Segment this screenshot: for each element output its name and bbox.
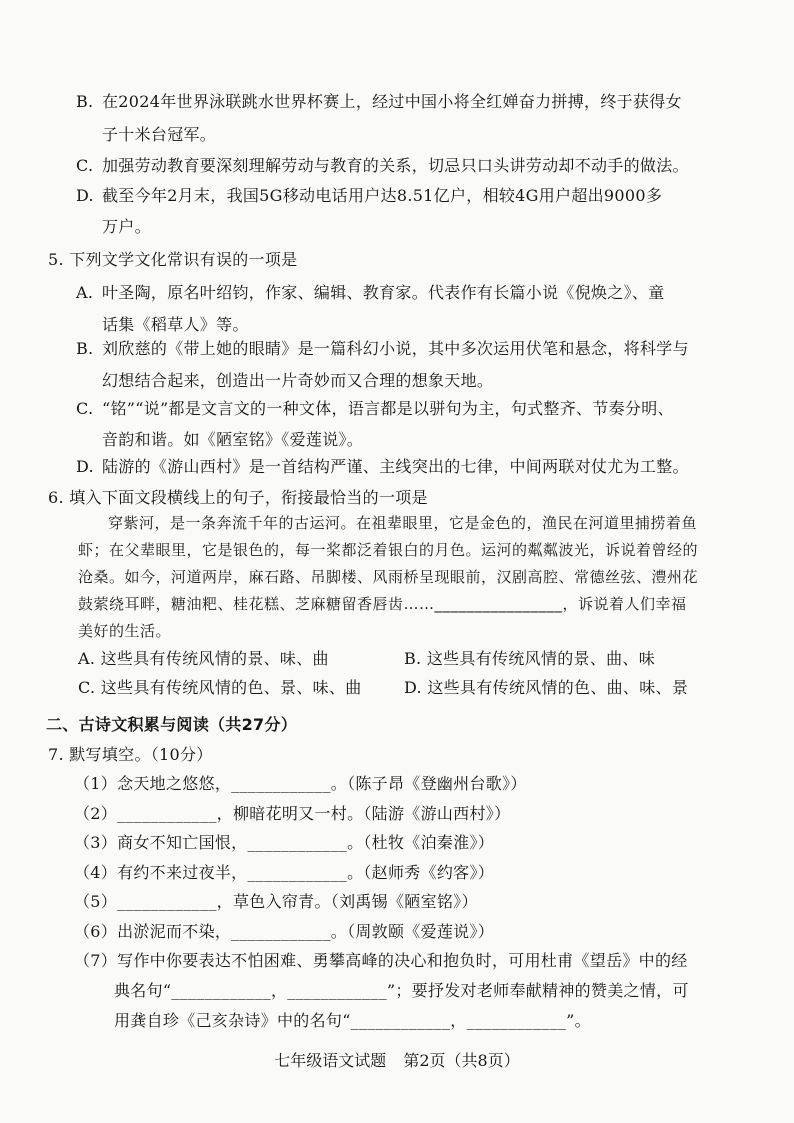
page-footer [0,1048,794,1071]
q7-item-7-cont2: 用龚自珍《己亥杂诗》中的名句“____________，____________”。 [114,1011,591,1030]
q5-option-a-text: 叶圣陶，原名叶绍钧，作家、编辑、教育家。代表作有长篇小说《倪焕之》、童 [102,283,665,302]
q6-passage-text: 穿紫河，是一条奔流千年的古运河。在祖辈眼里，它是金色的，渔民在河道里捕捞着鱼虾；在父辈眼里，它是银色的，每一桨都泛着银白的月色。运河的粼粼波光，诉说着曾经的沧桑。如今，河道两岸，麻石路、吊脚楼、风雨桥呈现眼前，汉剧高腔、常德丝弦、澧州花鼓萦绕耳畔，糖油粑、桂花糕、芝麻糖留香唇齿……________________，诉说着人们幸福美好的生活。 [78,514,699,640]
q5-option-c-letter: C. [76,399,94,418]
q6-option-b: B. 这些具有传统风情的景、曲、味 [404,649,656,668]
q4-option-b-text: 在2024年世界泳联跳水世界杯赛上，经过中国小将全红婵奋力拼搏，终于获得女 [102,92,682,111]
q5-option-c-text: “铭”“说”都是文言文的一种文体，语言都是以骈句为主，句式整齐、节奏分明、 [102,399,674,418]
q4-option-c-letter: C. [76,156,94,175]
q7-item-1: （1）念天地之悠悠，____________。（陈子昂《登幽州台歌》） [74,774,527,793]
q4-option-d-text: 截至今年2月末，我国5G移动电话用户达8.51亿户，相较4G用户超出9000多 [102,186,663,205]
q6-passage [78,510,698,645]
q5-option-b-text: 刘欣慈的《带上她的眼睛》是一篇科幻小说，其中多次运用伏笔和悬念，将科学与 [102,339,689,358]
footer-subject: 七年级语文试题 [274,1051,387,1070]
q7-item-7: （7）写作中你要表达不怕困难、勇攀高峰的决心和抱负时，可用杜甫《望岳》中的经 [74,951,688,970]
q5-option-b-letter: B. [76,339,94,358]
q4-option-c-text: 加强劳动教育要深刻理解劳动与教育的关系，切忌只口头讲劳动却不动手的做法。 [102,156,689,175]
q5-option-a-letter: A. [76,283,94,302]
q6-option-d: D. 这些具有传统风情的色、曲、味、景 [404,678,689,697]
q4-option-b-text-cont: 子十米台冠军。 [102,125,217,144]
q7-item-5: （5）____________，草色入帘青。（刘禹锡《陋室铭》） [74,892,478,911]
q4-option-d-text-cont: 万户。 [102,217,151,236]
q5-option-d-letter: D. [76,457,94,476]
q5-stem: 5. 下列文学文化常识有误的一项是 [48,250,298,269]
q4-option-b-line1: B. [76,92,94,111]
q6-option-c: C. 这些具有传统风情的色、景、味、曲 [78,678,362,697]
q7-item-3: （3）商女不知亡国恨，____________。（杜牧《泊秦淮》） [74,833,495,852]
section-2-title: 二、古诗文积累与阅读（共27分） [46,715,298,734]
q5-option-b-text-cont: 幻想结合起来，创造出一片奇妙而又合理的想象天地。 [102,371,494,390]
q6-stem: 6. 填入下面文段横线上的句子，衔接最恰当的一项是 [48,488,428,507]
q5-option-c-text-cont: 音韵和谐。如《陋室铭》《爱莲说》。 [102,430,364,449]
q7-stem: 7. 默写填空。（10分） [48,745,213,764]
q7-item-2: （2）____________，柳暗花明又一村。（陆游《游山西村》） [74,804,511,823]
footer-page-number: 第2页（共8页） [403,1051,520,1070]
q5-option-d-text: 陆游的《游山西村》是一首结构严谨、主线突出的七律，中间两联对仗尤为工整。 [102,457,689,476]
q6-option-a: A. 这些具有传统风情的景、味、曲 [78,649,329,668]
q7-item-6: （6）出淤泥而不染，____________。（周敦颐《爱莲说》） [74,922,495,941]
q7-item-7-cont: 典名句“____________，____________”；要抒发对老师奉献精神的赞美之情，可 [114,981,689,1000]
q7-item-4: （4）有约不来过夜半，____________。（赵师秀《约客》） [74,863,495,882]
q5-option-a-text-cont: 话集《稻草人》等。 [102,315,249,334]
q4-option-d-letter: D. [76,186,94,205]
